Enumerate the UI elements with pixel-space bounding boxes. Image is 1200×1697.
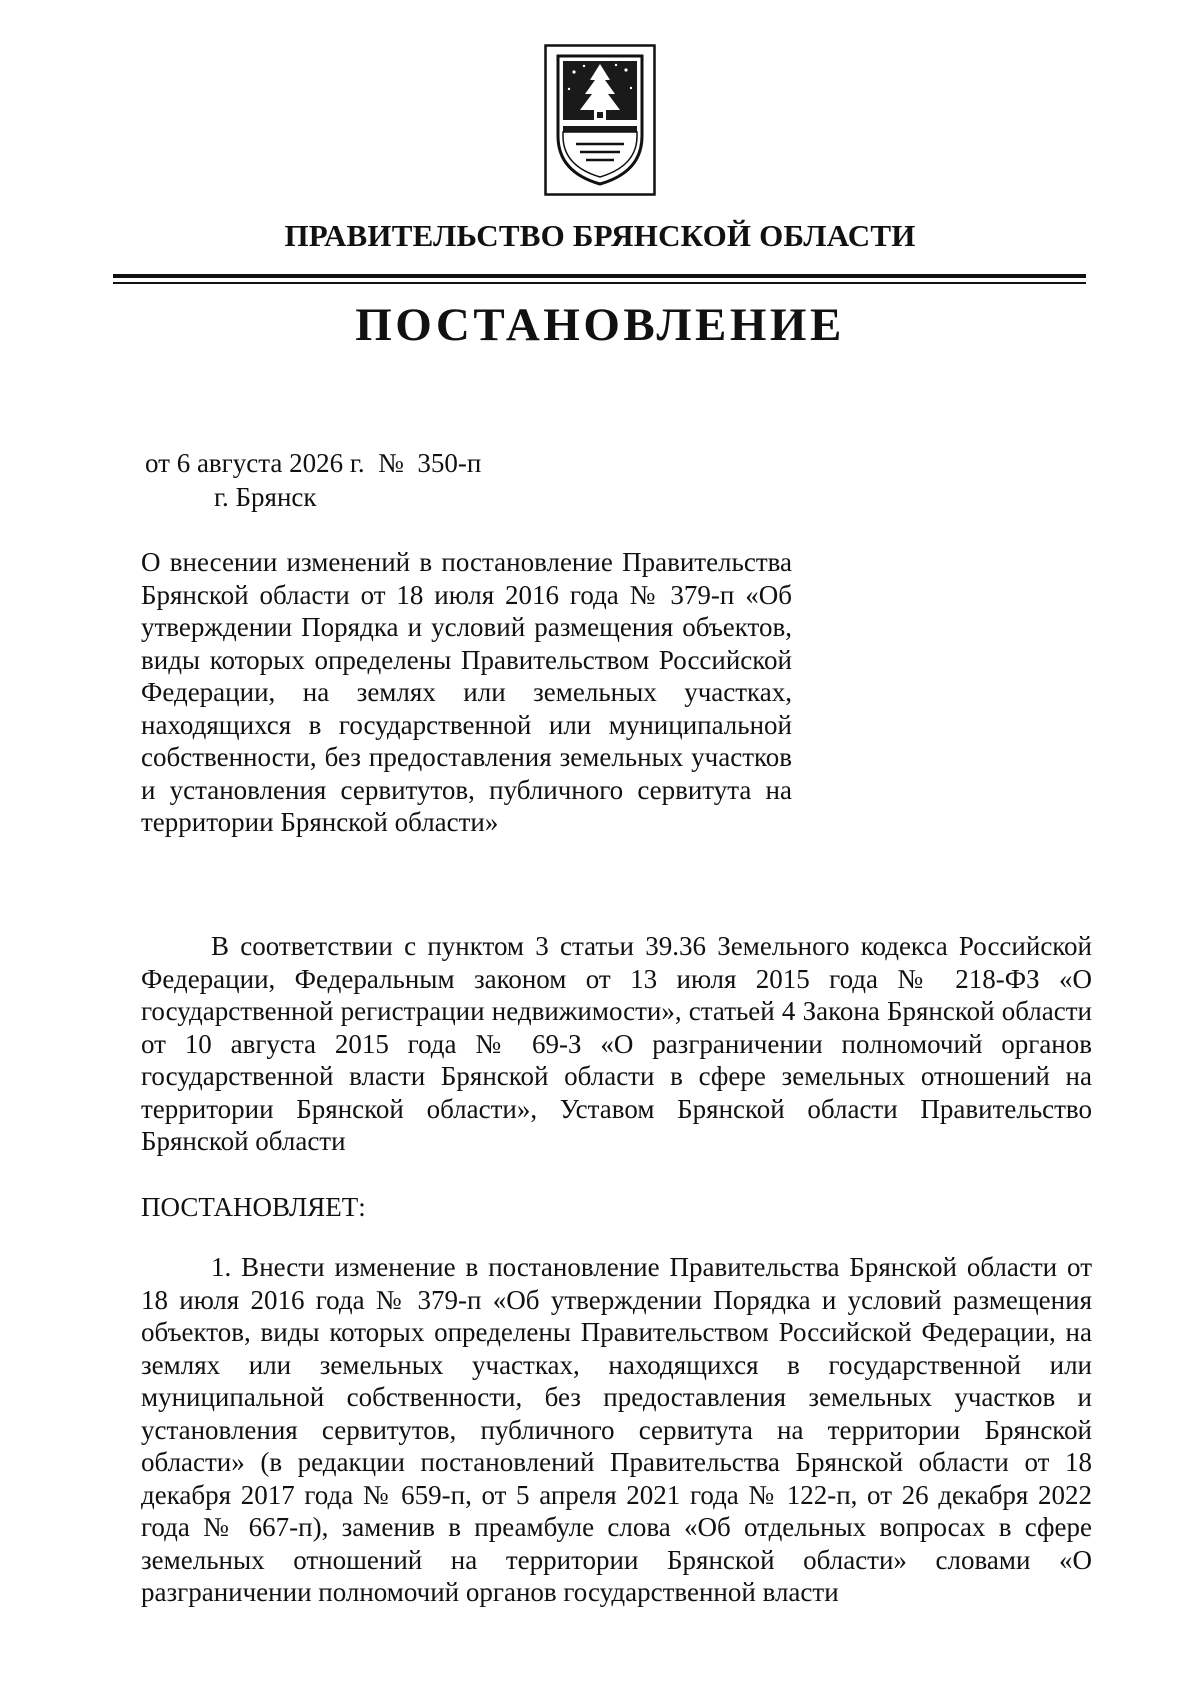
decree-verb: ПОСТАНОВЛЯЕТ: [141, 1192, 366, 1222]
header-divider-thick [113, 274, 1086, 278]
issuing-authority: ПРАВИТЕЛЬСТВО БРЯНСКОЙ ОБЛАСТИ [284, 218, 916, 253]
document-type-title: ПОСТАНОВЛЕНИЕ [355, 299, 845, 351]
bryansk-coat-of-arms-icon [544, 44, 656, 196]
document-subject: О внесении изменений в постановление Правительства Брянской области от 18 июля 2016 года № 379-п «Об утверждении Порядка и условий размещения объектов, виды которых определены Правительством Российской Федерации, на землях или земельных участках, находящихся в государственной или муниципальной собственности, без предоставления земельных участков и установления сервитутов, публичного сервитута на территории Брянской области» [141, 547, 792, 837]
issue-city: г. Брянск [214, 482, 317, 512]
preamble-paragraph: В соответствии с пунктом 3 статьи 39.36 Земельного кодекса Российской Федерации, Федеральным законом от 13 июля 2015 года № 218-ФЗ «О государственной регистрации недвижимости», статьей 4 Закона Брянской области от 10 августа 2015 года № 69-З «О разграничении полномочий органов государственной власти Брянской области в сфере земельных отношений на территории Брянской области», Уставом Брянской области Правительство Брянской области [141, 931, 1092, 1156]
header-divider-thin [113, 282, 1086, 284]
date-and-number: от 6 августа 2026 г. № 350-п [145, 448, 482, 478]
decree-item-1: 1. Внести изменение в постановление Правительства Брянской области от 18 июля 2016 года № 379-п «Об утверждении Порядка и условий размещения объектов, виды которых определены Правительством Российской Федерации, на землях или земельных участках, находящихся в государственной или муниципальной собственности, без предоставления земельных участков и установления сервитутов, публичного сервитута на территории Брянской области» (в редакции постановлений Правительства Брянской области от 18 декабря 2017 года № 659-п, от 5 апреля 2021 года № 122-п, от 26 декабря 2022 года № 667-п), заменив в преамбуле слова «Об отдельных вопросах в сфере земельных отношений на территории Брянской области» словами «О разграничении полномочий органов государственной власти [141, 1252, 1092, 1607]
